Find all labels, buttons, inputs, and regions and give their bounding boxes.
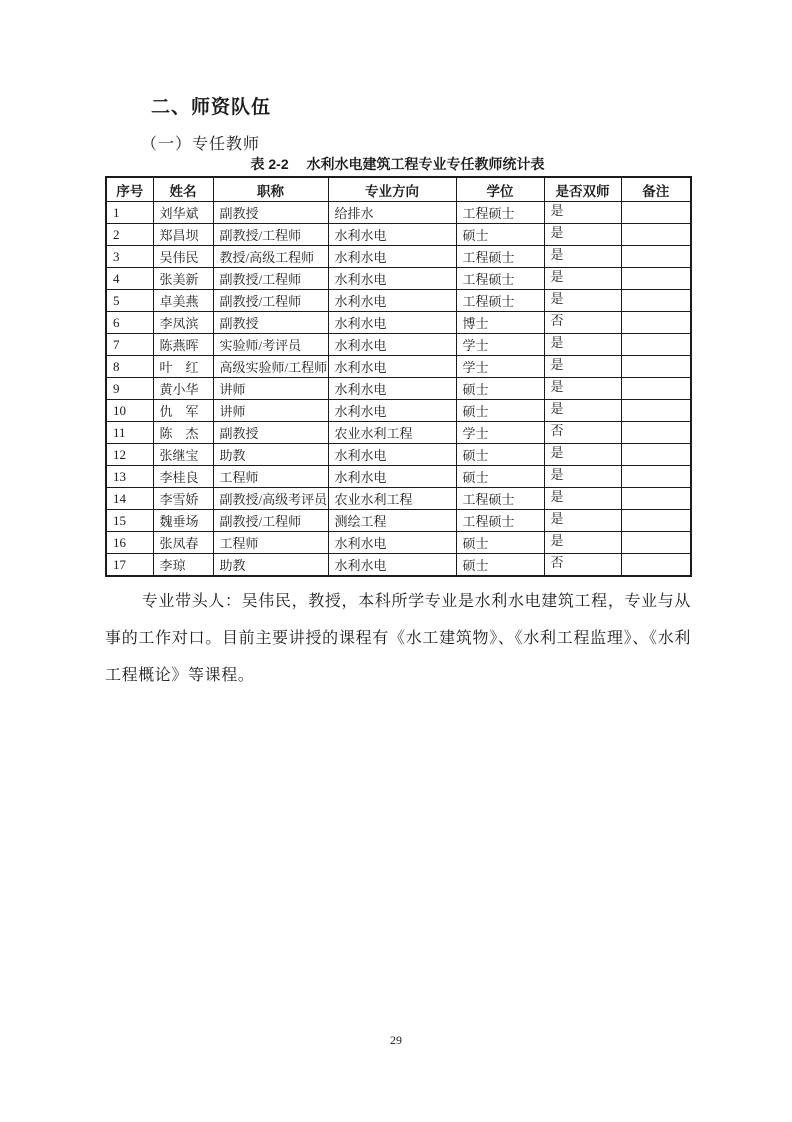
table-row: [106, 268, 691, 290]
table-row: [106, 202, 691, 224]
table-cell: [621, 510, 691, 532]
table-cell: 李桂良: [153, 466, 213, 488]
table-cell: 水利水电: [328, 444, 456, 466]
table-row: [106, 312, 691, 334]
table-cell: 陈 杰: [153, 422, 213, 444]
table-cell: 是: [544, 378, 621, 400]
table-cell: [621, 356, 691, 378]
table-cell: 是: [544, 466, 621, 488]
table-cell: 张继宝: [153, 444, 213, 466]
table-cell: 是: [544, 224, 621, 246]
table-cell: [621, 554, 691, 577]
subsection-heading: （一）专任教师: [141, 136, 261, 153]
table-cell: 李雪娇: [153, 488, 213, 510]
table-cell: 工程师: [213, 532, 328, 554]
column-header: 职称: [213, 177, 328, 202]
table-header-row: [106, 177, 691, 202]
table-cell: 副教授: [213, 312, 328, 334]
table-cell: 李琼: [153, 554, 213, 577]
table-cell: 是: [544, 202, 621, 224]
table-cell: 副教授: [213, 422, 328, 444]
table-caption-label: 表 2-2: [250, 156, 289, 172]
table-cell: 给排水: [328, 202, 456, 224]
table-cell: [621, 400, 691, 422]
table-cell: 副教授/工程师: [213, 290, 328, 312]
column-header: 备注: [621, 177, 691, 202]
table-cell: [621, 488, 691, 510]
table-cell: 水利水电: [328, 554, 456, 577]
table-row: [106, 378, 691, 400]
table-cell: 博士: [456, 312, 544, 334]
table-cell: 测绘工程: [328, 510, 456, 532]
table-row: [106, 356, 691, 378]
table-cell: 是: [544, 246, 621, 268]
table-cell: 讲师: [213, 378, 328, 400]
table-row: [106, 532, 691, 554]
table-cell: 是: [544, 334, 621, 356]
table-cell: 是: [544, 400, 621, 422]
table-cell: [621, 444, 691, 466]
table-cell: 工程硕士: [456, 202, 544, 224]
table-cell: 是: [544, 532, 621, 554]
table-row: [106, 510, 691, 532]
page-number: 29: [390, 1033, 402, 1047]
lead-paragraph: 专业带头人：吴伟民，教授，本科所学专业是水利水电建筑工程，专业与从事的工作对口。目前主要讲授的课程有《水工建筑物》、《水利工程监理》、《水利工程概论》等课程。: [105, 593, 691, 684]
table-cell: 水利水电: [328, 400, 456, 422]
table-cell: 水利水电: [328, 466, 456, 488]
table-cell: 硕士: [456, 554, 544, 577]
table-row: [106, 554, 691, 577]
table-cell: [621, 422, 691, 444]
table-cell: 17: [106, 554, 153, 577]
table-cell: 农业水利工程: [328, 488, 456, 510]
table-cell: 叶 红: [153, 356, 213, 378]
table-cell: 2: [106, 224, 153, 246]
table-cell: 吴伟民: [153, 246, 213, 268]
table-row: [106, 334, 691, 356]
table-cell: 黄小华: [153, 378, 213, 400]
table-cell: 否: [544, 554, 621, 577]
column-header: 专业方向: [328, 177, 456, 202]
table-cell: 7: [106, 334, 153, 356]
table-cell: 15: [106, 510, 153, 532]
table-cell: 学士: [456, 334, 544, 356]
table-cell: 副教授/工程师: [213, 224, 328, 246]
table-cell: 10: [106, 400, 153, 422]
table-cell: 农业水利工程: [328, 422, 456, 444]
table-cell: 魏垂场: [153, 510, 213, 532]
table-cell: 水利水电: [328, 334, 456, 356]
table-cell: 是: [544, 488, 621, 510]
table-cell: 是: [544, 510, 621, 532]
table-cell: [621, 224, 691, 246]
table-cell: 水利水电: [328, 378, 456, 400]
table-cell: 否: [544, 422, 621, 444]
column-header: 是否双师: [544, 177, 621, 202]
table-cell: 9: [106, 378, 153, 400]
table-cell: 5: [106, 290, 153, 312]
table-row: [106, 400, 691, 422]
table-cell: 李凤滨: [153, 312, 213, 334]
table-cell: 副教授/高级考评员: [213, 488, 328, 510]
table-cell: 水利水电: [328, 246, 456, 268]
table-cell: 硕士: [456, 378, 544, 400]
table-caption: [105, 154, 690, 174]
table-row: [106, 444, 691, 466]
table-cell: 是: [544, 290, 621, 312]
column-header: 序号: [106, 177, 153, 202]
table-cell: 副教授/工程师: [213, 268, 328, 290]
table-cell: 学士: [456, 422, 544, 444]
table-cell: [621, 202, 691, 224]
table-cell: [621, 532, 691, 554]
table-cell: 硕士: [456, 532, 544, 554]
table-cell: 卓美燕: [153, 290, 213, 312]
table-cell: 刘华斌: [153, 202, 213, 224]
table-cell: 是: [544, 444, 621, 466]
table-cell: [621, 312, 691, 334]
table-cell: [621, 334, 691, 356]
table-cell: 13: [106, 466, 153, 488]
table-cell: [621, 246, 691, 268]
column-header: 姓名: [153, 177, 213, 202]
table-cell: 4: [106, 268, 153, 290]
table-row: [106, 466, 691, 488]
table-cell: 水利水电: [328, 312, 456, 334]
table-cell: 11: [106, 422, 153, 444]
table-cell: [621, 378, 691, 400]
section-heading: 二、师资队伍: [151, 97, 272, 118]
table-cell: 硕士: [456, 224, 544, 246]
table-cell: 14: [106, 488, 153, 510]
table-cell: 是: [544, 268, 621, 290]
table-cell: 水利水电: [328, 532, 456, 554]
table-cell: 16: [106, 532, 153, 554]
table-header: [106, 177, 691, 202]
table-cell: 副教授/工程师: [213, 510, 328, 532]
table-row: [106, 422, 691, 444]
table-cell: 水利水电: [328, 356, 456, 378]
table-cell: 仇 军: [153, 400, 213, 422]
table-cell: 8: [106, 356, 153, 378]
table-cell: 高级实验师/工程师: [213, 356, 328, 378]
table-cell: 工程硕士: [456, 268, 544, 290]
table-row: [106, 224, 691, 246]
table-cell: 水利水电: [328, 290, 456, 312]
table-cell: 陈燕晖: [153, 334, 213, 356]
table-cell: 1: [106, 202, 153, 224]
table-cell: 张美新: [153, 268, 213, 290]
table-cell: 是: [544, 356, 621, 378]
table-cell: 硕士: [456, 444, 544, 466]
table-cell: 硕士: [456, 400, 544, 422]
table-cell: [621, 290, 691, 312]
table-cell: 工程师: [213, 466, 328, 488]
table-cell: 郑昌坝: [153, 224, 213, 246]
table-cell: 否: [544, 312, 621, 334]
table-cell: [621, 268, 691, 290]
table-cell: 张凤春: [153, 532, 213, 554]
teacher-stat-table: [105, 176, 692, 577]
table-cell: 6: [106, 312, 153, 334]
table-cell: 硕士: [456, 466, 544, 488]
column-header: 学位: [456, 177, 544, 202]
table-cell: [621, 466, 691, 488]
table-cell: 助教: [213, 554, 328, 577]
table-row: [106, 246, 691, 268]
table-cell: 水利水电: [328, 268, 456, 290]
table-cell: 工程硕士: [456, 510, 544, 532]
table-cell: 水利水电: [328, 224, 456, 246]
table-cell: 助教: [213, 444, 328, 466]
table-row: [106, 488, 691, 510]
table-cell: 副教授: [213, 202, 328, 224]
table-cell: 讲师: [213, 400, 328, 422]
table-cell: 教授/高级工程师: [213, 246, 328, 268]
table-cell: 工程硕士: [456, 488, 544, 510]
table-caption-title: 水利水电建筑工程专业专任教师统计表: [306, 156, 545, 172]
table-cell: 3: [106, 246, 153, 268]
table-body: [106, 202, 691, 577]
table-cell: 实验师/考评员: [213, 334, 328, 356]
table-cell: 工程硕士: [456, 290, 544, 312]
table-cell: 工程硕士: [456, 246, 544, 268]
table-row: [106, 290, 691, 312]
table-cell: 12: [106, 444, 153, 466]
table-cell: 学士: [456, 356, 544, 378]
